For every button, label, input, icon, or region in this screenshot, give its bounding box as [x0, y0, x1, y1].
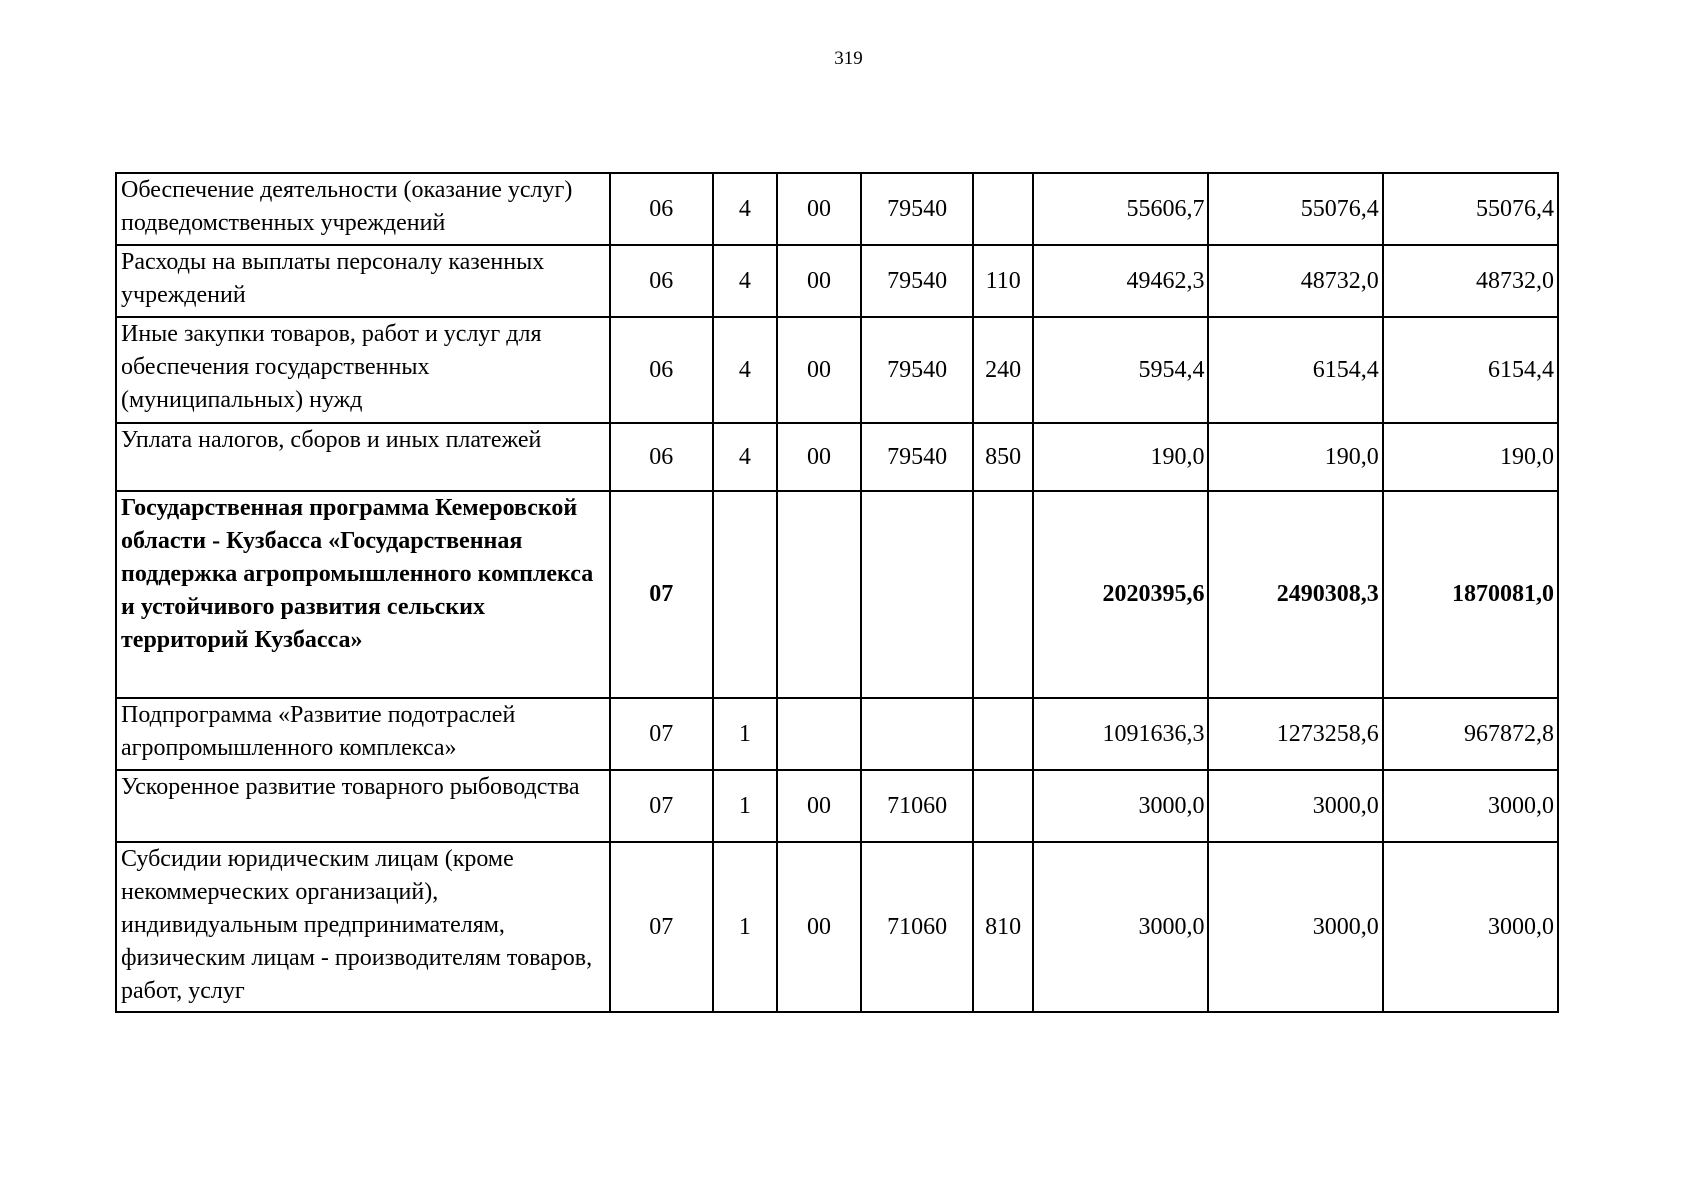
table-row	[116, 770, 1558, 842]
cell-section: 06	[610, 423, 713, 491]
table-row	[116, 698, 1558, 770]
cell-amount-3: 3000,0	[1383, 770, 1558, 842]
cell-expense-type: 810	[973, 842, 1033, 1012]
cell-expense-type	[973, 770, 1033, 842]
cell-amount-1: 49462,3	[1033, 245, 1208, 317]
cell-code-a: 00	[777, 317, 861, 423]
cell-amount-1: 3000,0	[1033, 770, 1208, 842]
cell-section: 07	[610, 491, 713, 698]
cell-subprogram: 1	[713, 770, 777, 842]
row-name: Обеспечение деятельности (оказание услуг) подведомственных учреждений	[116, 173, 610, 245]
cell-expense-type: 240	[973, 317, 1033, 423]
row-name: Субсидии юридическим лицам (кроме некоммерческих организаций), индивидуальным предпринимателям, физическим лицам - производителям товаров, работ, услуг	[116, 842, 610, 1012]
cell-amount-2: 55076,4	[1208, 173, 1382, 245]
cell-expense-type	[973, 491, 1033, 698]
cell-section: 07	[610, 770, 713, 842]
cell-code-a: 00	[777, 173, 861, 245]
cell-code-b: 79540	[861, 173, 973, 245]
cell-amount-3: 3000,0	[1383, 842, 1558, 1012]
cell-code-b: 71060	[861, 842, 973, 1012]
cell-expense-type	[973, 698, 1033, 770]
cell-amount-1: 1091636,3	[1033, 698, 1208, 770]
cell-amount-1: 190,0	[1033, 423, 1208, 491]
cell-code-a: 00	[777, 842, 861, 1012]
cell-amount-1: 5954,4	[1033, 317, 1208, 423]
cell-expense-type	[973, 173, 1033, 245]
cell-amount-2: 1273258,6	[1208, 698, 1382, 770]
cell-amount-2: 190,0	[1208, 423, 1382, 491]
row-name: Государственная программа Кемеровской области - Кузбасса «Государственная поддержка агропромышленного комплекса и устойчивого развития сельских территорий Кузбасса»	[116, 491, 610, 698]
cell-expense-type: 110	[973, 245, 1033, 317]
cell-amount-3: 1870081,0	[1383, 491, 1558, 698]
table-row	[116, 173, 1558, 245]
cell-amount-2: 3000,0	[1208, 842, 1382, 1012]
cell-subprogram: 1	[713, 698, 777, 770]
cell-section: 07	[610, 842, 713, 1012]
cell-code-a: 00	[777, 245, 861, 317]
cell-code-b: 71060	[861, 770, 973, 842]
row-name: Расходы на выплаты персоналу казенных учреждений	[116, 245, 610, 317]
cell-code-b: 79540	[861, 317, 973, 423]
cell-section: 06	[610, 245, 713, 317]
budget-table	[115, 172, 1559, 1013]
table-row	[116, 317, 1558, 423]
cell-code-a: 00	[777, 770, 861, 842]
cell-amount-1: 3000,0	[1033, 842, 1208, 1012]
cell-amount-3: 6154,4	[1383, 317, 1558, 423]
row-name: Ускоренное развитие товарного рыбоводства	[116, 770, 610, 842]
table-row	[116, 423, 1558, 491]
cell-subprogram: 4	[713, 245, 777, 317]
cell-expense-type: 850	[973, 423, 1033, 491]
table-row	[116, 842, 1558, 1012]
cell-amount-1: 2020395,6	[1033, 491, 1208, 698]
cell-amount-3: 967872,8	[1383, 698, 1558, 770]
cell-section: 06	[610, 173, 713, 245]
cell-amount-2: 48732,0	[1208, 245, 1382, 317]
cell-subprogram: 4	[713, 317, 777, 423]
cell-code-a	[777, 698, 861, 770]
cell-code-b: 79540	[861, 245, 973, 317]
cell-code-b: 79540	[861, 423, 973, 491]
cell-amount-2: 3000,0	[1208, 770, 1382, 842]
cell-amount-3: 55076,4	[1383, 173, 1558, 245]
cell-subprogram: 4	[713, 423, 777, 491]
row-name: Иные закупки товаров, работ и услуг для обеспечения государственных (муниципальных) нужд	[116, 317, 610, 423]
table-row	[116, 491, 1558, 698]
cell-amount-3: 48732,0	[1383, 245, 1558, 317]
cell-subprogram	[713, 491, 777, 698]
cell-amount-2: 6154,4	[1208, 317, 1382, 423]
cell-amount-3: 190,0	[1383, 423, 1558, 491]
cell-subprogram: 4	[713, 173, 777, 245]
cell-amount-2: 2490308,3	[1208, 491, 1382, 698]
cell-code-b	[861, 698, 973, 770]
cell-section: 07	[610, 698, 713, 770]
table-row	[116, 245, 1558, 317]
row-name: Подпрограмма «Развитие подотраслей агропромышленного комплекса»	[116, 698, 610, 770]
cell-section: 06	[610, 317, 713, 423]
cell-code-a: 00	[777, 423, 861, 491]
row-name: Уплата налогов, сборов и иных платежей	[116, 423, 610, 491]
cell-code-b	[861, 491, 973, 698]
page-number: 319	[834, 48, 863, 69]
cell-subprogram: 1	[713, 842, 777, 1012]
cell-amount-1: 55606,7	[1033, 173, 1208, 245]
cell-code-a	[777, 491, 861, 698]
